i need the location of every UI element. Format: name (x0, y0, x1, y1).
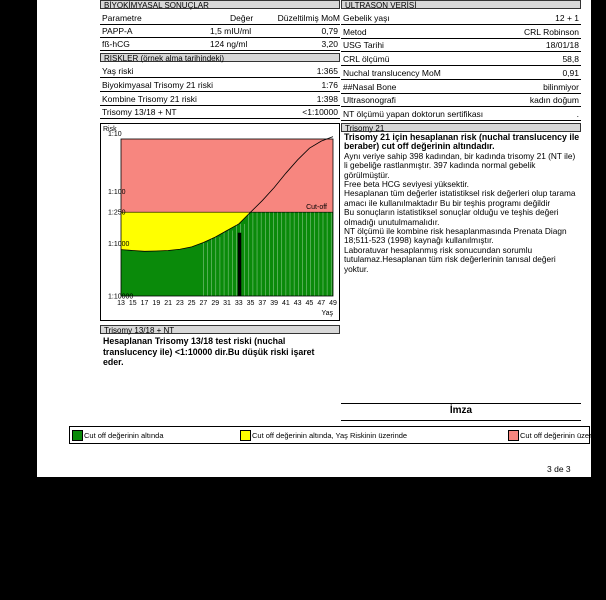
ultrasound-row (341, 26, 581, 39)
ultrasound-row-value: kadın doğum (529, 95, 579, 106)
ultrasound-row (341, 53, 581, 66)
legend-green-swatch (72, 430, 83, 441)
trisomy21-line: Bu sonuçların istatistiksel sonuçlar olduğu ve teşhis değeri olmadığı unutulmamalıdır. (344, 207, 559, 227)
report-page (37, 0, 606, 477)
bio-row-mom: 3,20 (321, 39, 338, 49)
signature-line (341, 403, 581, 404)
bio-row-value: 124 ng/ml (210, 39, 248, 49)
ultrasound-row-name: USG Tarihi (343, 40, 384, 51)
trisomy21-header: Trisomy 21 (341, 123, 581, 132)
trisomy21-line: Free beta HCG seviyesi yüksektir. (344, 179, 469, 190)
chart-x-tick: 13 (117, 300, 125, 307)
bio-row-name: fß-hCG (102, 39, 130, 49)
trisomy21-text (344, 133, 580, 274)
ultrasound-row-value: CRL Robinson (524, 26, 579, 37)
risk-chart-frame (100, 123, 340, 321)
risk-value: 1:365 (316, 66, 338, 76)
ultrasound-row-value: 0,91 (562, 67, 579, 78)
bio-column-headers (100, 12, 340, 25)
ultrasound-row (341, 39, 581, 52)
chart-x-tick: 39 (270, 300, 279, 307)
chart-y-tick: 1:250 (108, 209, 126, 217)
ultrasound-row-name: ##Nasal Bone (343, 81, 397, 92)
risk-row (100, 65, 340, 78)
chart-ylabel: Risk (103, 126, 117, 133)
bio-row-value: 1,5 mIU/ml (210, 26, 252, 36)
legend-red-swatch (508, 430, 519, 441)
chart-x-tick: 21 (164, 300, 173, 307)
ultrasound-row (341, 67, 581, 80)
trisomy21-line: Hesaplanan tüm değerler istatistiksel risk değerleri olup tarama amacı ile kullanılmaktadır Bu bir teşhis programı değildir (344, 188, 576, 208)
legend-yellow-label: Cut off değerinin altında, Yaş Riskinin üzerinde (252, 431, 408, 440)
chart-x-tick: 19 (152, 300, 161, 307)
chart-xlabel: Yaş (321, 310, 333, 317)
signature-label: İmza (449, 405, 473, 416)
risk-row (100, 93, 340, 106)
chart-y-tick: 1:1000 (108, 241, 130, 249)
risk-row (100, 79, 340, 92)
chart-y-tick: 1:10000 (108, 293, 134, 301)
chart-x-tick: 27 (199, 300, 208, 307)
signature-underline (341, 420, 581, 421)
col-mom: Düzeltilmiş MoM (277, 13, 340, 23)
chart-x-tick: 47 (317, 300, 326, 307)
ultrasound-row-name: NT ölçümü yapan doktorun sertifikası (343, 108, 484, 119)
ultrasound-header: ULTRASON VERİSİ (341, 0, 581, 9)
bio-row-name: PAPP-A (102, 26, 133, 36)
risk-name: Biyokimyasal Trisomy 21 riski (102, 80, 213, 90)
legend (69, 426, 606, 444)
chart-x-tick: 43 (293, 300, 302, 307)
chart-patient-marker (238, 233, 242, 296)
bio-row-hcg (100, 38, 340, 51)
risk-row (100, 106, 340, 119)
legend-red-label: Cut off değerinin üzerinde (520, 431, 606, 440)
trisomy1318-text: Hesaplanan Trisomy 13/18 test riski (nuchal translucency ile) <1:10000 dir.Bu düşük riski işaret eder. (103, 336, 315, 367)
page-number: 3 de 3 (547, 464, 571, 474)
ultrasound-row-value: . (576, 108, 579, 119)
chart-y-tick: 1:10 (108, 131, 122, 138)
ultrasound-row-name: CRL ölçümü (343, 54, 390, 65)
ultrasound-row-name: Metod (343, 26, 367, 37)
chart-x-tick: 31 (223, 300, 231, 307)
chart-x-tick: 49 (329, 300, 337, 307)
chart-x-tick: 37 (258, 300, 267, 307)
ultrasound-row (341, 94, 581, 107)
ultrasound-row (341, 12, 581, 25)
ultrasound-row-name: Ultrasonografi (343, 95, 396, 106)
ultrasound-row-value: 18/01/18 (545, 40, 579, 51)
bio-row-mom: 0,79 (321, 26, 338, 36)
ultrasound-row-name: Nuchal translucency MoM (343, 67, 441, 78)
chart-x-tick: 35 (246, 300, 255, 307)
chart-x-tick: 17 (140, 300, 149, 307)
chart-x-tick: 45 (305, 300, 314, 307)
col-parameter: Parametre (102, 13, 142, 23)
ultrasound-row-value: bilinmiyor (543, 81, 579, 92)
chart-x-tick: 29 (211, 300, 220, 307)
legend-green-label: Cut off değerinin altında (84, 431, 164, 440)
trisomy21-summary: Trisomy 21 için hesaplanan risk (nuchal translucency ile beraber) cut off değerinin altındadır. (344, 132, 580, 152)
trisomy1318-header: Trisomy 13/18 + NT (100, 325, 340, 334)
chart-cutoff-label: Cut-off (306, 204, 327, 212)
risk-name: Trisomy 13/18 + NT (102, 107, 177, 117)
bio-row-pappa (100, 25, 340, 38)
chart-x-tick: 23 (175, 300, 184, 307)
trisomy21-line: Laboratuvar hesaplanmış risk sonucundan sorumlu tutulamaz.Hesaplanan tüm risk değerlerinin tanısal değeri yoktur. (344, 244, 556, 274)
risk-value: <1:10000 (302, 107, 338, 117)
risk-value: 1:76 (321, 80, 338, 90)
ultrasound-row-name: Gebelik yaşı (343, 13, 390, 23)
col-value: Değer (230, 13, 254, 23)
chart-y-tick: 1:100 (108, 188, 126, 196)
ultrasound-row-value: 58,8 (562, 54, 579, 65)
risk-header: RISKLER (örnek alma tarihindeki) (100, 53, 340, 62)
ultrasound-row (341, 81, 581, 94)
risk-name: Yaş riski (102, 66, 134, 76)
risk-value: 1:398 (316, 94, 338, 104)
trisomy21-line: Aynı veriye sahip 398 kadından, bir kadında trisomy 21 (NT ile) li gebeliğe rastlanmıştır. 397 kadında normal gebelik görülmüştür. (344, 150, 576, 180)
ultrasound-row (341, 108, 581, 121)
risk-chart (101, 124, 339, 320)
chart-x-tick: 41 (281, 300, 290, 307)
bio-results-header: BİYOKİMYASAL SONUÇLAR (100, 0, 340, 9)
ultrasound-row-value: 12 + 1 (555, 13, 579, 23)
legend-yellow-swatch (240, 430, 251, 441)
chart-x-tick: 33 (234, 300, 243, 307)
risk-name: Kombine Trisomy 21 riski (102, 94, 197, 104)
chart-x-tick: 15 (128, 300, 137, 307)
trisomy21-line: NT ölçümü ile kombine risk hesaplanmasında Prenata Diagn 18;511-523 (1998) kaynağı kullanılmıştır. (344, 226, 567, 246)
chart-x-tick: 25 (187, 300, 196, 307)
